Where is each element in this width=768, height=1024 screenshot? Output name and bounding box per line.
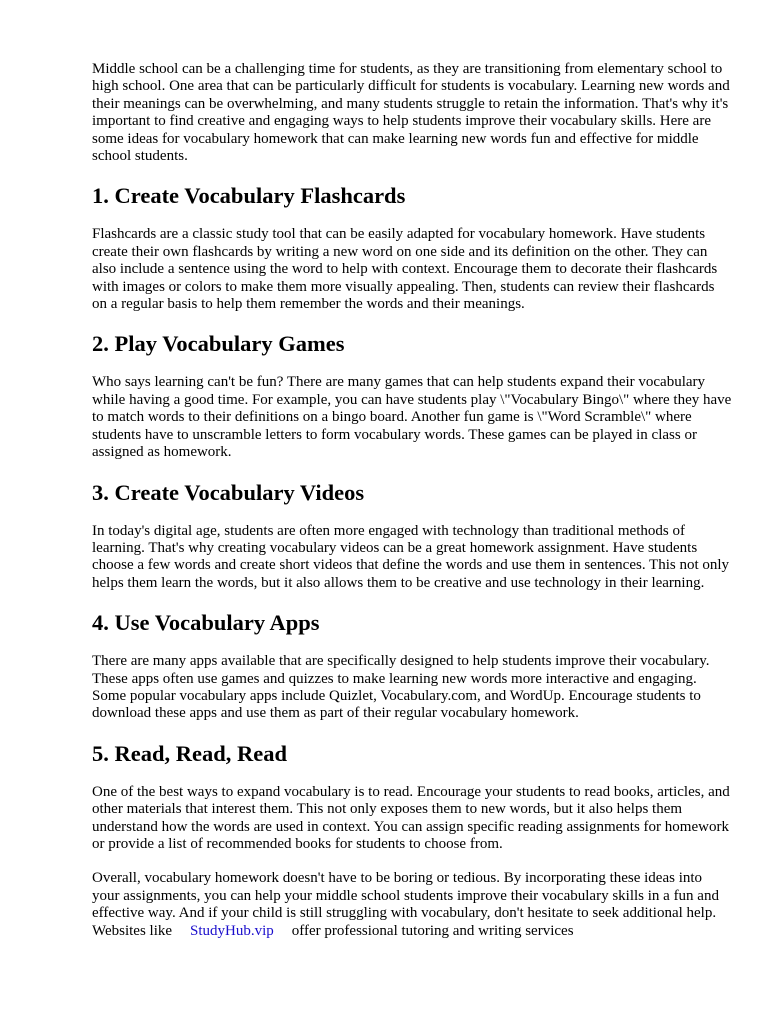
section-heading-videos: 3. Create Vocabulary Videos — [92, 479, 365, 505]
document-page — [92, 61, 732, 940]
section-heading-games: 2. Play Vocabulary Games — [92, 331, 345, 357]
section-body-games: Who says learning can't be fun? There are many games that can help students expand their vocabulary while having a good time. For example, you can have students play \"Vocabulary Bingo\" where they have to match words to their definitions on a bingo board. Another fun game is \"Word Scramble\" where students have to unscramble letters to form vocabulary words. These games can be played in class or assigned as homework. — [92, 374, 732, 461]
section-heading-flashcards: 1. Create Vocabulary Flashcards — [92, 183, 406, 209]
conclusion-text-before-link: Overall, vocabulary homework doesn't have to be boring or tedious. By incorporating these ideas into your assignments, you can help your middle school students improve their vocabulary skills in a fun and effective way. And if your child is still struggling with vocabulary, don't hesitate to seek additional help. Websites like — [92, 870, 719, 939]
section-heading-read: 5. Read, Read, Read — [92, 740, 287, 766]
conclusion-text-after-link: offer professional tutoring and writing services — [291, 922, 574, 939]
section-heading-apps: 4. Use Vocabulary Apps — [92, 610, 320, 636]
section-body-videos: In today's digital age, students are often more engaged with technology than traditional methods of learning. That's why creating vocabulary videos can be a great homework assignment. Have students choose a few words and create short videos that define the words and use them in sentences. This not only helps them learn the words, but it also allows them to be creative and use technology in their learning. — [92, 522, 730, 591]
studyhub-link[interactable]: StudyHub.vip — [190, 922, 274, 939]
section-body-apps: There are many apps available that are specifically designed to help students improve their vocabulary. These apps often use games and quizzes to make learning new words more interactive and engaging. Some popular vocabulary apps include Quizlet, Vocabulary.com, and WordUp. Encourage students to download these apps and use them as part of their regular vocabulary homework. — [92, 653, 710, 722]
conclusion-paragraph — [92, 870, 732, 940]
intro-paragraph: Middle school can be a challenging time for students, as they are transitioning from elementary school to high school. One area that can be particularly difficult for students is vocabulary. Learning new words and their meanings can be overwhelming, and many students struggle to retain the information. That's why it's important to find creative and engaging ways to help students improve their vocabulary skills. Here are some ideas for vocabulary homework that can make learning new words fun and effective for middle school students. — [92, 61, 730, 165]
section-body-flashcards: Flashcards are a classic study tool that can be easily adapted for vocabulary homework. Have students create their own flashcards by writing a new word on one side and its definition on the other. They can also include a sentence using the word to help with context. Encourage them to decorate their flashcards with images or colors to make them more visually appealing. Then, students can review their flashcards on a regular basis to help them remember the words and their meanings. — [92, 226, 718, 313]
section-body-read: One of the best ways to expand vocabulary is to read. Encourage your students to read books, articles, and other materials that interest them. This not only exposes them to new words, but it also helps them understand how the words are used in context. You can assign specific reading assignments for homework or provide a list of recommended books for students to choose from. — [92, 783, 730, 852]
